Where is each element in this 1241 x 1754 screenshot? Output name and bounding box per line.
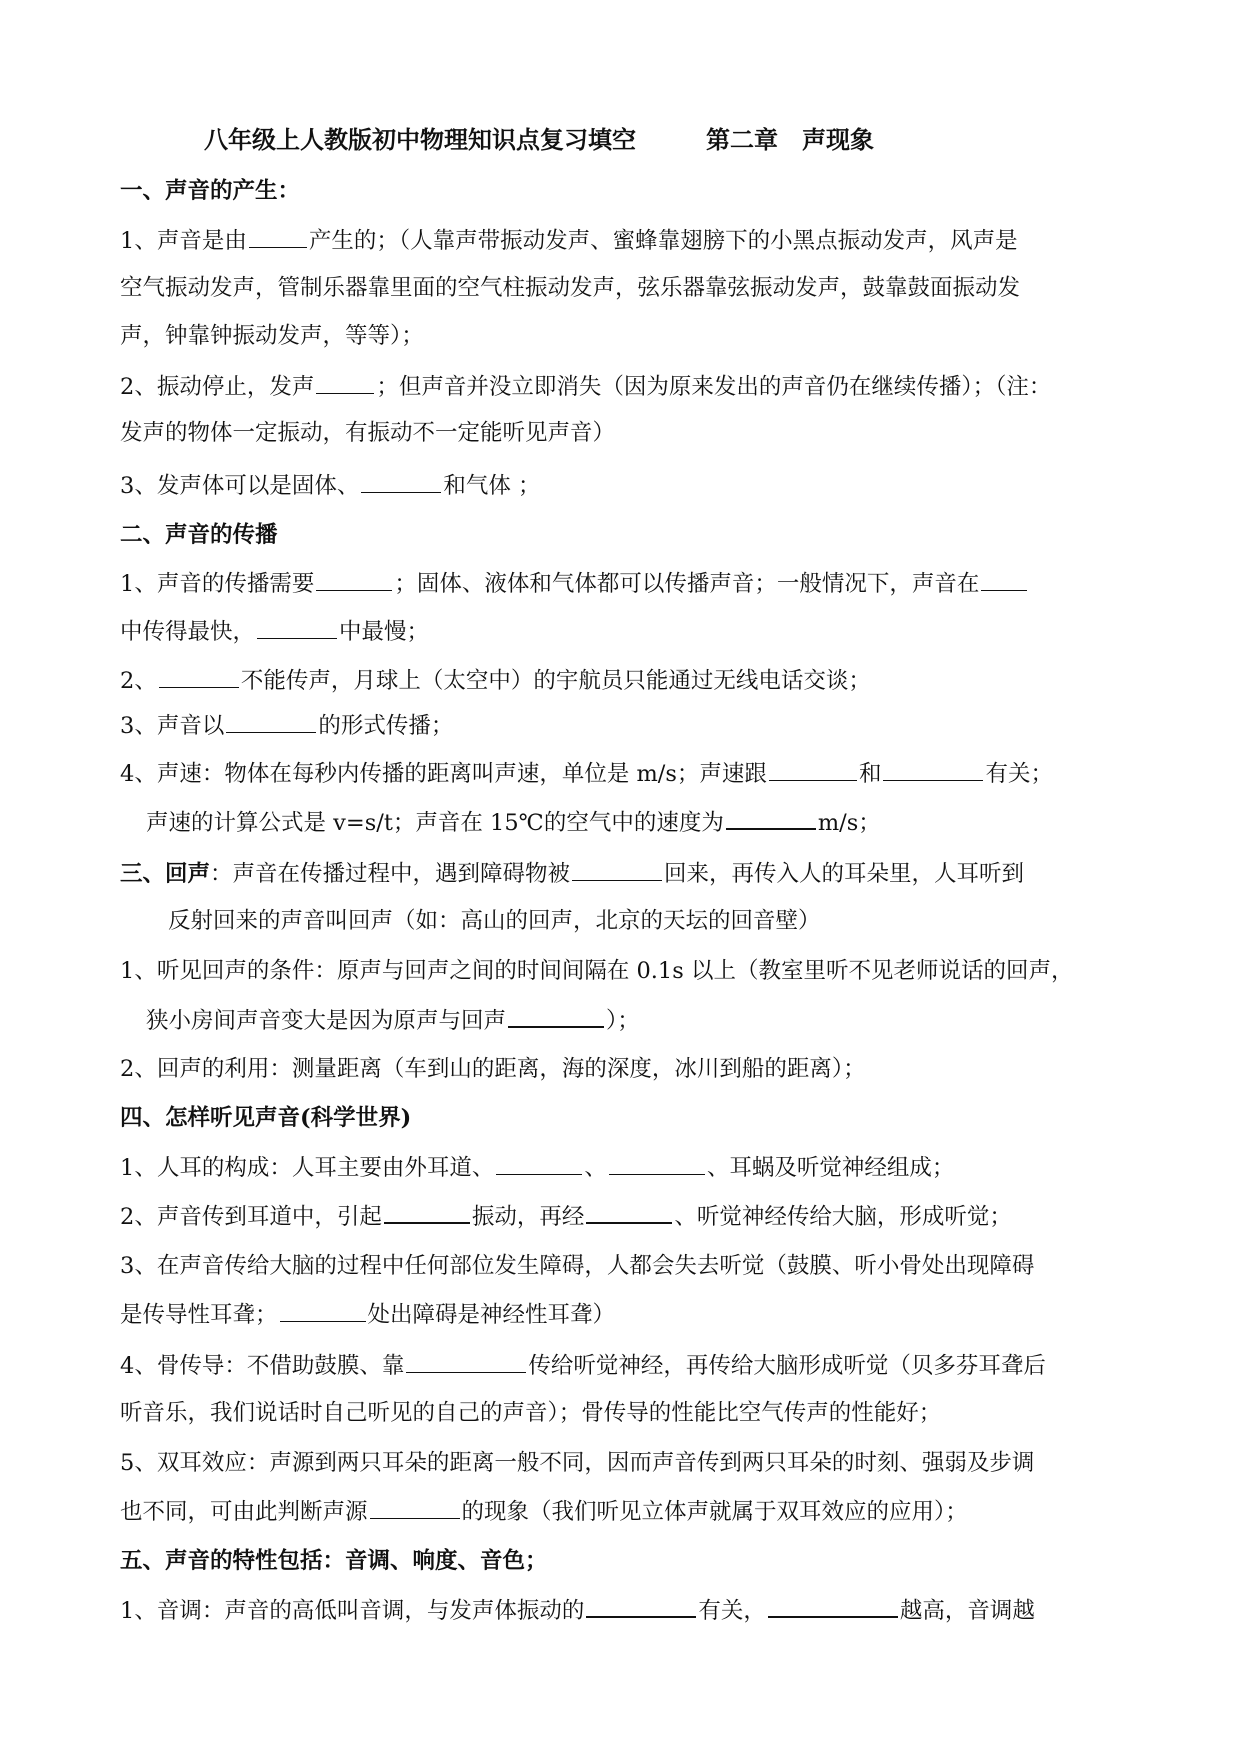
text-line [120, 758, 1130, 789]
text-segment: 、耳蜗及听觉神经组成； [706, 1155, 955, 1181]
text-segment: 1、声音是由 [120, 228, 247, 254]
text-segment: 4、骨传导：不借助鼓膜、靠 [120, 1353, 405, 1379]
fill-blank[interactable] [768, 1594, 898, 1618]
text-segment: 2、声音传到耳道中，引起 [120, 1204, 382, 1230]
text-segment: 不能传声，月球上（太空中）的宇航员只能通过无线电话交谈； [240, 668, 871, 694]
text-segment: 1、人耳的构成：人耳主要由外耳道、 [120, 1155, 495, 1181]
section-heading-sound-propagation: 二、声音的传播 [120, 522, 278, 548]
text-line: 发声的物体一定振动，有振动不一定能听见声音） [120, 420, 616, 446]
text-segment: 、 [584, 1155, 607, 1181]
text-segment: 处出障碍是神经性耳聋） [367, 1302, 616, 1328]
text-line: 1、听见回声的条件：原声与回声之间的时间间隔在 0.1s 以上（教室里听不见老师说话的回声， [120, 958, 1074, 984]
section-heading-echo: 三、回声 [120, 861, 211, 887]
fill-blank[interactable] [316, 371, 374, 394]
fill-blank[interactable] [280, 1299, 366, 1322]
fill-blank[interactable] [384, 1200, 470, 1224]
text-line [120, 858, 1130, 889]
text-segment: 振动，再经 [471, 1204, 585, 1230]
text-line: 2、回声的利用：测量距离（车到山的距离，海的深度，冰川到船的距离）； [120, 1056, 866, 1082]
text-line [120, 1152, 1130, 1183]
text-segment: 、听觉神经传给大脑，形成听觉； [674, 1204, 1012, 1230]
text-segment: 回来，再传入人的耳朵里，人耳听到 [664, 861, 1025, 887]
text-segment: 和 [858, 761, 882, 787]
title-main: 八年级上人教版初中物理知识点复习填空 [204, 125, 636, 154]
fill-blank[interactable] [406, 1350, 526, 1373]
fill-blank[interactable] [508, 1004, 604, 1028]
text-segment: 3、声音以 [120, 713, 225, 739]
fill-blank[interactable] [586, 1594, 696, 1618]
text-segment: 中最慢； [339, 619, 430, 645]
text-segment: m/s； [817, 810, 881, 836]
text-line [146, 806, 1156, 838]
text-line [120, 665, 1130, 696]
fill-blank[interactable] [883, 758, 983, 781]
fill-blank[interactable] [257, 616, 337, 639]
text-segment: 和气体 ； [443, 473, 541, 499]
text-segment: 1、声音的传播需要 [120, 571, 315, 597]
text-line [120, 1350, 1130, 1381]
text-line: 听音乐，我们说话时自己听见的自己的声音）；骨传导的性能比空气传声的性能好； [120, 1400, 942, 1426]
text-segment: 中传得最快， [120, 619, 256, 645]
text-segment: 狭小房间声音变大是因为原声与回声 [146, 1008, 507, 1034]
fill-blank[interactable] [249, 225, 307, 248]
text-segment: 也不同，可由此判断声源 [120, 1499, 368, 1525]
title-chapter: 第二章 声现象 [706, 125, 874, 154]
text-segment: 声速的计算公式是 v=s/t；声音在 15℃的空气中的速度为 [146, 810, 724, 836]
section-heading-sound-characteristics: 五、声音的特性包括：音调、响度、音色； [120, 1548, 548, 1574]
section-heading-hearing: 四、怎样听见声音(科学世界) [120, 1105, 412, 1131]
fill-blank[interactable] [769, 758, 857, 781]
text-line [120, 616, 1130, 647]
fill-blank[interactable] [586, 1200, 672, 1224]
fill-blank[interactable] [981, 568, 1027, 591]
text-segment: 2、振动停止，发声 [120, 374, 315, 400]
text-segment: 产生的；（人靠声带振动发声、蜜蜂靠翅膀下的小黑点振动发声，风声是 [308, 228, 1018, 254]
fill-blank[interactable] [316, 568, 392, 591]
fill-blank[interactable] [361, 470, 441, 493]
text-line [120, 1594, 1130, 1626]
text-segment: 越高，音调越 [899, 1598, 1035, 1624]
text-line [120, 371, 1130, 402]
text-line: 5、双耳效应：声源到两只耳朵的距离一般不同，因而声音传到两只耳朵的时刻、强弱及步调 [120, 1450, 1035, 1476]
text-line [120, 225, 1130, 256]
text-segment: 传给听觉神经，再传给大脑形成听觉（贝多芬耳聋后 [528, 1353, 1046, 1379]
fill-blank[interactable] [370, 1496, 460, 1519]
text-segment: ）； [606, 1008, 640, 1034]
text-segment: 4、声速：物体在每秒内传播的距离叫声速，单位是 m/s；声速跟 [120, 761, 767, 787]
fill-blank[interactable] [726, 806, 816, 830]
fill-blank[interactable] [226, 710, 316, 733]
text-segment: ；固体、液体和气体都可以传播声音；一般情况下，声音在 [394, 571, 980, 597]
text-line: 3、在声音传给大脑的过程中任何部位发生障碍，人都会失去听觉（鼓膜、听小骨处出现障碍 [120, 1253, 1035, 1279]
text-segment: 的现象（我们听见立体声就属于双耳效应的应用）； [461, 1499, 968, 1525]
text-line: 反射回来的声音叫回声（如：高山的回声，北京的天坛的回音壁） [168, 908, 821, 934]
text-segment: ；但声音并没立即消失（因为原来发出的声音仍在继续传播）；（注： [376, 374, 1052, 400]
text-line [120, 1200, 1130, 1232]
text-segment: 有关； [985, 761, 1053, 787]
fill-blank[interactable] [159, 665, 239, 688]
text-line: 声，钟靠钟振动发声，等等）； [120, 323, 424, 349]
text-line [120, 470, 1130, 501]
section-heading-sound-production: 一、声音的产生： [120, 178, 301, 204]
page-title [204, 120, 874, 155]
text-line [146, 1004, 1156, 1036]
fill-blank[interactable] [609, 1152, 705, 1175]
text-segment: 1、音调：声音的高低叫音调，与发声体振动的 [120, 1598, 585, 1624]
text-line [120, 710, 1130, 741]
text-segment: ：声音在传播过程中，遇到障碍物被 [210, 861, 571, 887]
text-line [120, 568, 1130, 599]
text-segment: 的形式传播； [318, 713, 454, 739]
fill-blank[interactable] [572, 858, 662, 881]
text-line: 空气振动发声，管制乐器靠里面的空气柱振动发声，弦乐器靠弦振动发声，鼓靠鼓面振动发 [120, 275, 1021, 301]
text-segment: 3、发声体可以是固体、 [120, 473, 360, 499]
text-segment: 有关， [698, 1598, 766, 1624]
text-line [120, 1299, 1130, 1330]
fill-blank[interactable] [496, 1152, 582, 1175]
text-segment: 2、 [120, 668, 157, 694]
text-line [120, 1496, 1130, 1527]
text-segment: 是传导性耳聋； [120, 1302, 278, 1328]
